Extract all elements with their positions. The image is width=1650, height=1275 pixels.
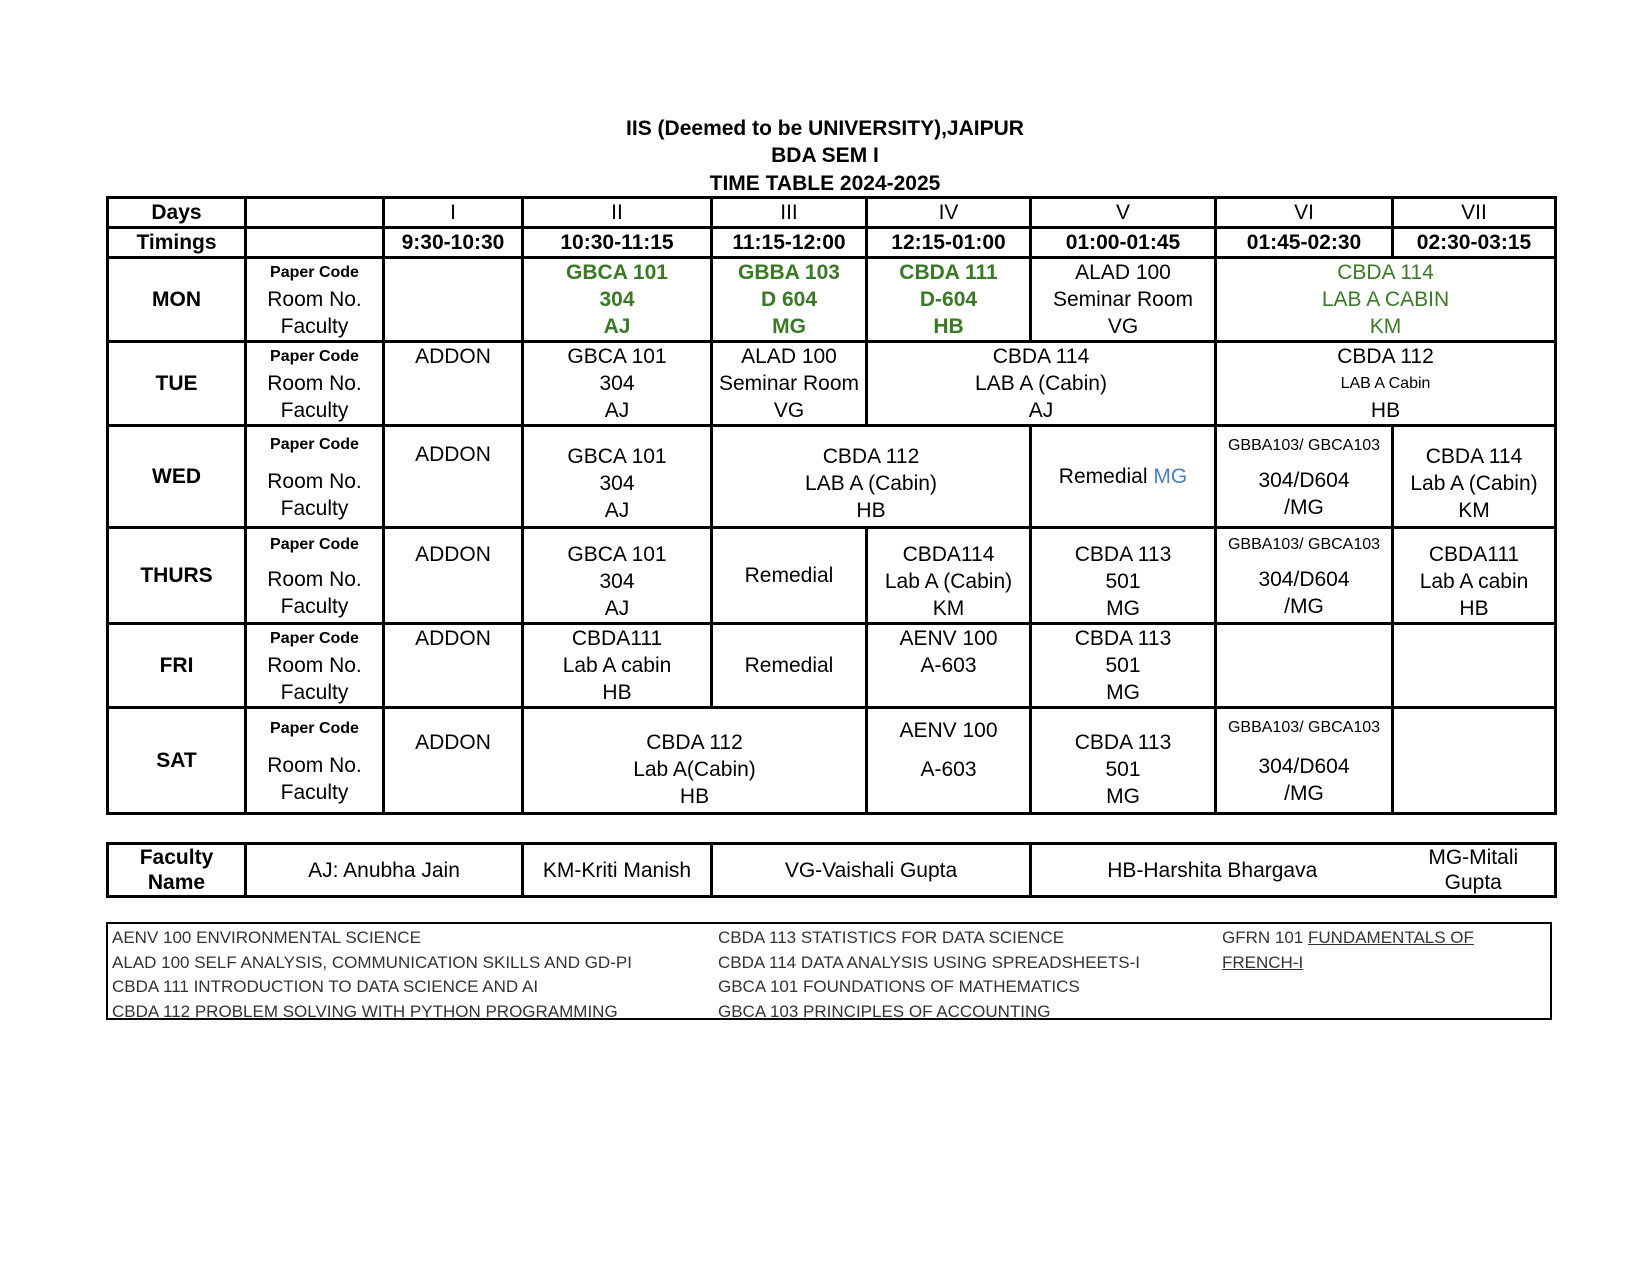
sat-p7 — [1393, 708, 1556, 814]
remedial-faculty-mg: MG — [1153, 465, 1188, 488]
sat-p5: CBDA 113 501 MG — [1031, 708, 1216, 814]
faculty-hb: HB-Harshita Bhargava — [1031, 844, 1393, 897]
period-iv: IV — [867, 198, 1031, 228]
legend-item: CBDA 113 STATISTICS FOR DATA SCIENCE — [718, 928, 1065, 947]
faculty-aj: AJ: Anubha Jain — [246, 844, 523, 897]
mon-p6-7: CBDA 114 LAB A CABIN KM — [1216, 258, 1556, 342]
row-wed — [108, 426, 1556, 528]
thurs-p5: CBDA 113 501 MG — [1031, 528, 1216, 624]
faculty-table — [106, 842, 1557, 898]
legend-item: ALAD 100 SELF ANALYSIS, COMMUNICATION SKILLS AND GD-PI — [112, 952, 632, 972]
fri-p2: CBDA111 Lab A cabin HB — [523, 624, 712, 708]
row-labels: Paper Code Room No. Faculty — [246, 426, 384, 528]
timing-iv: 12:15-01:00 — [867, 228, 1031, 258]
tue-p4-5: CBDA 114 LAB A (Cabin) AJ — [867, 342, 1216, 426]
day-mon: MON — [108, 258, 246, 342]
timing-iii: 11:15-12:00 — [712, 228, 867, 258]
faculty-vg: VG-Vaishali Gupta — [712, 844, 1031, 897]
legend-item: GBCA 101 FOUNDATIONS OF MATHEMATICS — [718, 977, 1080, 996]
label-paper-code: Paper Code — [270, 264, 359, 281]
label-room-no: Room No. — [267, 288, 362, 311]
row-labels: Paper Code Room No. Faculty — [246, 624, 384, 708]
days-header: Days — [108, 198, 246, 228]
tue-p2: GBCA 101 304 AJ — [523, 342, 712, 426]
legend-item-gfrn-cont: FRENCH-I — [1222, 952, 1304, 972]
legend-item: CBDA 111 INTRODUCTION TO DATA SCIENCE AND AI — [112, 977, 539, 996]
row-labels: Paper Code Room No. Faculty — [246, 528, 384, 624]
row-labels: Paper Code Room No. Faculty — [246, 342, 384, 426]
blank-header — [246, 198, 384, 228]
day-fri: FRI — [108, 624, 246, 708]
mon-p2: GBCA 101 304 AJ — [523, 258, 712, 342]
timing-v: 01:00-01:45 — [1031, 228, 1216, 258]
tue-p3: ALAD 100 Seminar Room VG — [712, 342, 867, 426]
mon-p3: GBBA 103 D 604 MG — [712, 258, 867, 342]
timing-vi: 01:45-02:30 — [1216, 228, 1393, 258]
period-i: I — [384, 198, 523, 228]
blank-timing — [246, 228, 384, 258]
legend-item: CBDA 112 PROBLEM SOLVING WITH PYTHON PROGRAMMING — [112, 1001, 618, 1021]
period-v: V — [1031, 198, 1216, 228]
day-wed: WED — [108, 426, 246, 528]
fri-p1: ADDON — [384, 624, 523, 708]
legend-item: GBCA 103 PRINCIPLES OF ACCOUNTING — [718, 1001, 1051, 1021]
wed-p1: ADDON — [384, 426, 523, 528]
wed-p3-4: CBDA 112 LAB A (Cabin) HB — [712, 426, 1031, 528]
tue-p6-7: CBDA 112 LAB A Cabin HB — [1216, 342, 1556, 426]
wed-p7: CBDA 114 Lab A (Cabin) KM — [1393, 426, 1556, 528]
tue-p1: ADDON — [384, 342, 523, 426]
mon-p4: CBDA 111 D-604 HB — [867, 258, 1031, 342]
fri-p5: CBDA 113 501 MG — [1031, 624, 1216, 708]
timetable — [106, 196, 1557, 815]
legend-col-3 — [1222, 926, 1474, 975]
sat-p6: GBBA103/ GBCA103 304/D604 /MG — [1216, 708, 1393, 814]
course-legend — [106, 922, 1552, 1020]
legend-col-1 — [112, 926, 632, 1024]
day-thurs: THURS — [108, 528, 246, 624]
fri-p3: Remedial — [712, 624, 867, 708]
fri-p7 — [1393, 624, 1556, 708]
row-sat — [108, 708, 1556, 814]
university-title: IIS (Deemed to be UNIVERSITY),JAIPUR — [626, 117, 1024, 140]
thurs-p3: Remedial — [712, 528, 867, 624]
row-fri — [108, 624, 1556, 708]
timetable-title: TIME TABLE 2024-2025 — [709, 172, 941, 195]
period-vi: VI — [1216, 198, 1393, 228]
fri-p4: AENV 100 A-603 — [867, 624, 1031, 708]
timings-header: Timings — [108, 228, 246, 258]
mon-p1 — [384, 258, 523, 342]
row-mon — [108, 258, 1556, 342]
period-iii: III — [712, 198, 867, 228]
day-tue: TUE — [108, 342, 246, 426]
fri-p6 — [1216, 624, 1393, 708]
period-vii: VII — [1393, 198, 1556, 228]
sat-p4: AENV 100 A-603 — [867, 708, 1031, 814]
periods-row — [108, 198, 1556, 228]
day-sat: SAT — [108, 708, 246, 814]
timing-i: 9:30-10:30 — [384, 228, 523, 258]
program-title: BDA SEM I — [771, 144, 879, 167]
timing-ii: 10:30-11:15 — [523, 228, 712, 258]
legend-item: AENV 100 ENVIRONMENTAL SCIENCE — [112, 928, 421, 947]
legend-item: CBDA 114 DATA ANALYSIS USING SPREADSHEETS-I — [718, 952, 1140, 972]
faculty-name-label: Faculty Name — [108, 844, 246, 897]
thurs-p6: GBBA103/ GBCA103 304/D604 /MG — [1216, 528, 1393, 624]
faculty-mg: MG-Mitali Gupta — [1393, 844, 1556, 897]
thurs-p4: CBDA114 Lab A (Cabin) KM — [867, 528, 1031, 624]
row-thurs — [108, 528, 1556, 624]
row-tue — [108, 342, 1556, 426]
legend-item-gfrn: GFRN 101 FUNDAMENTALS OF — [1222, 928, 1474, 947]
mon-p5: ALAD 100 Seminar Room VG — [1031, 258, 1216, 342]
period-ii: II — [523, 198, 712, 228]
faculty-km: KM-Kriti Manish — [523, 844, 712, 897]
legend-col-2 — [718, 926, 1140, 1024]
wed-p6: GBBA103/ GBCA103 304/D604 /MG — [1216, 426, 1393, 528]
timings-row — [108, 228, 1556, 258]
sat-p2-3: CBDA 112 Lab A(Cabin) HB — [523, 708, 867, 814]
timing-vii: 02:30-03:15 — [1393, 228, 1556, 258]
row-labels: Paper Code Room No. Faculty — [246, 708, 384, 814]
row-labels — [246, 258, 384, 342]
sat-p1: ADDON — [384, 708, 523, 814]
thurs-p1: ADDON — [384, 528, 523, 624]
wed-p2: GBCA 101 304 AJ — [523, 426, 712, 528]
thurs-p7: CBDA111 Lab A cabin HB — [1393, 528, 1556, 624]
thurs-p2: GBCA 101 304 AJ — [523, 528, 712, 624]
label-faculty: Faculty — [280, 315, 349, 338]
wed-p5: Remedial MG — [1031, 426, 1216, 528]
